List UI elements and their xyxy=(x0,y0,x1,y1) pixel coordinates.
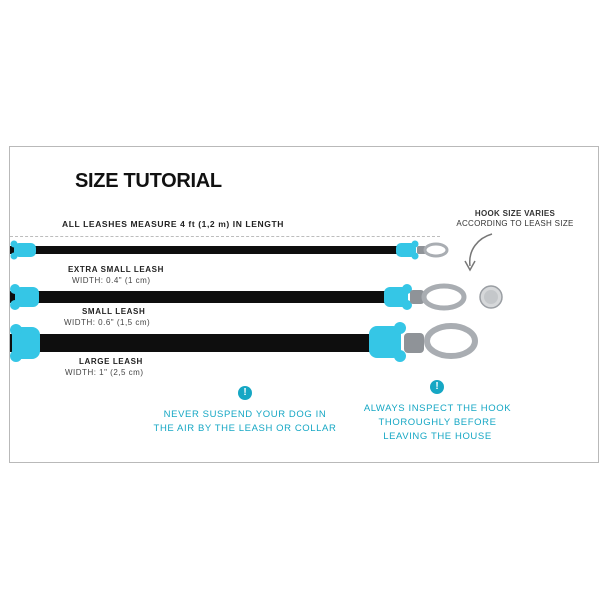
warning-inspect-line3: LEAVING THE HOUSE xyxy=(383,431,492,442)
warning-suspend-line1: NEVER SUSPEND YOUR DOG IN xyxy=(163,409,327,420)
warning-inspect-line2: THOROUGHLY BEFORE xyxy=(378,417,497,428)
warning-inspect xyxy=(355,402,520,444)
metal-hook-icon xyxy=(404,326,475,356)
curved-arrow-icon xyxy=(470,234,492,266)
leash-s-width: WIDTH: 0.6" (1,5 cm) xyxy=(64,318,151,327)
leash-s-name: SMALL LEASH xyxy=(82,307,146,316)
leash-xs-width: WIDTH: 0.4" (1 cm) xyxy=(72,276,151,285)
dog-bone-clip-icon xyxy=(10,324,40,362)
leash-l-width: WIDTH: 1" (2,5 cm) xyxy=(65,368,144,377)
warning-suspend xyxy=(150,408,340,436)
leash-l-name: LARGE LEASH xyxy=(79,357,143,366)
leash-xs-name: EXTRA SMALL LEASH xyxy=(68,265,164,274)
metal-hook-icon xyxy=(410,286,464,308)
exclamation-icon: ! xyxy=(238,386,252,400)
page-title: SIZE TUTORIAL xyxy=(75,170,222,192)
dog-bone-clip-icon xyxy=(11,241,37,260)
dog-bone-clip-icon xyxy=(384,284,412,310)
leash-l xyxy=(10,322,475,362)
warning-inspect-line1: ALWAYS INSPECT THE HOOK xyxy=(363,403,512,414)
leash-xs xyxy=(10,241,447,260)
coin-icon xyxy=(480,286,502,308)
leash-s xyxy=(10,284,464,310)
hook-note-line1: HOOK SIZE VARIES xyxy=(474,209,556,218)
hook-note-line2: ACCORDING TO LEASH SIZE xyxy=(456,219,574,228)
metal-hook-icon xyxy=(417,244,447,256)
length-note: ALL LEASHES MEASURE 4 ft (1,2 m) IN LENGTH xyxy=(62,219,284,229)
dog-bone-clip-icon xyxy=(396,241,419,260)
exclamation-icon: ! xyxy=(430,380,444,394)
warning-suspend-line2: THE AIR BY THE LEASH OR COLLAR xyxy=(153,423,337,434)
dog-bone-clip-icon xyxy=(369,322,406,362)
